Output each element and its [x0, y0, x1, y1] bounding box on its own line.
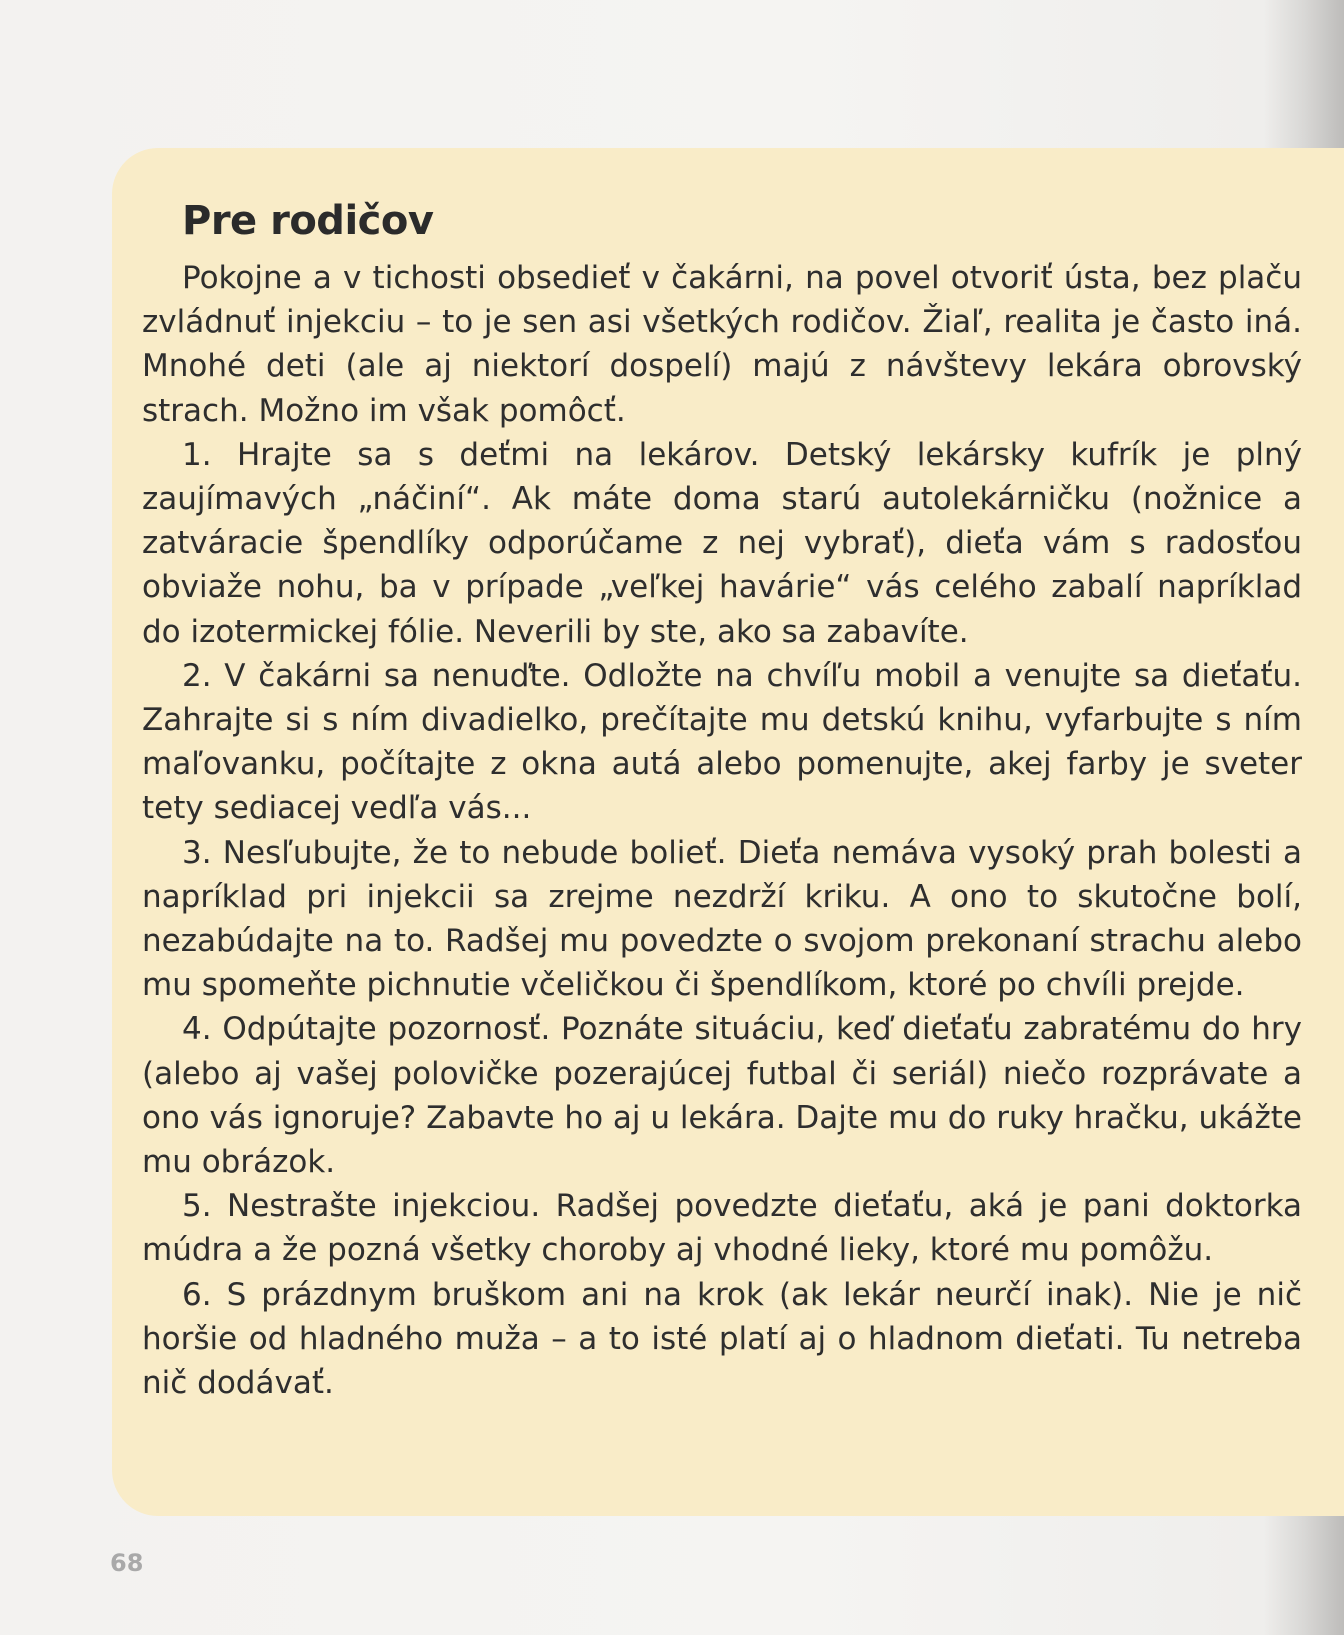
list-item: 2. V čakárni sa nenuďte. Odložte na chvíľu mobil a venujte sa dieťaťu. Zahrajte si s ním divadielko, prečítajte mu detskú knihu, vyfarbujte s ním maľovanku, počítajte z okna autá alebo pomenujte, akej farby je sveter tety sediacej vedľa vás... [142, 657, 1302, 827]
list-item: 1. Hrajte sa s deťmi na lekárov. Detský lekársky kufrík je plný zaujímavých „náčiní“. Ak máte doma starú autolekárničku (nožnice a zatváracie špendlíky odporúčame z nej vybrať), dieťa vám s radosťou obviaže nohu, ba v prípade „veľkej havárie“ vás celého zabalí napríklad do izotermickej fólie. Neverili by ste, ako sa zabavíte. [142, 436, 1302, 650]
section-body [142, 256, 1302, 1405]
intro-paragraph: Pokojne a v tichosti obsedieť v čakárni, na povel otvoriť ústa, bez plaču zvládnuť injekciu – to je sen asi všetkých rodičov. Žiaľ, realita je často iná. Mnohé deti (ale aj niektorí dospelí) majú z návštevy lekára obrovský strach. Možno im však pomôcť. [142, 260, 1302, 429]
list-item: 3. Nesľubujte, že to nebude bolieť. Dieťa nemáva vysoký prah bolesti a napríklad pri injekcii sa zrejme nezdrží kriku. A ono to skutočne bolí, nezabúdajte na to. Radšej mu povedzte o svojom prekonaní strachu alebo mu spomeňte pichnutie včeličkou či špendlíkom, ktoré po chvíli prejde. [142, 834, 1302, 1004]
page-number: 68 [110, 1549, 144, 1577]
list-item: 6. S prázdnym bruškom ani na krok (ak lekár neurčí inak). Nie je nič horšie od hladného muža – a to isté platí aj o hladnom dieťati. Tu netreba nič dodávať. [142, 1276, 1302, 1402]
parents-info-box [112, 148, 1344, 1516]
section-title: Pre rodičov [182, 198, 434, 244]
list-item: 5. Nestrašte injekciou. Radšej povedzte dieťaťu, aká je pani doktorka múdra a že pozná všetky choroby aj vhodné lieky, ktoré mu pomôžu. [142, 1188, 1302, 1269]
list-item: 4. Odpútajte pozornosť. Poznáte situáciu, keď dieťaťu zabratému do hry (alebo aj vašej polovičke pozerajúcej futbal či seriál) niečo rozprávate a ono vás ignoruje? Zabavte ho aj u lekára. Dajte mu do ruky hračku, ukážte mu obrázok. [142, 1011, 1302, 1181]
